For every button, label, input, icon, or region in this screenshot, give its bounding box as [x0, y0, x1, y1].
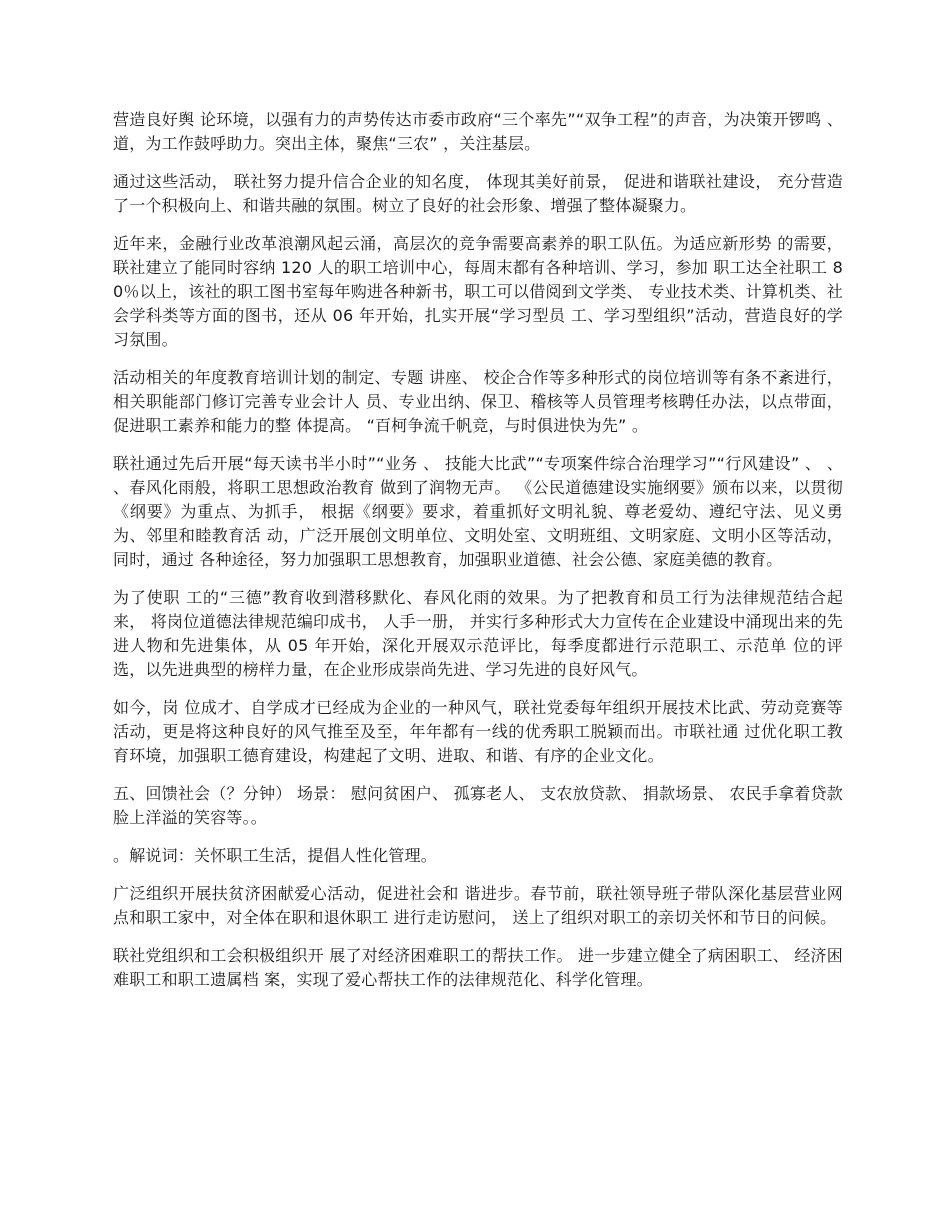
paragraph-4: 活动相关的年度教育培训计划的制定、专题 讲座、 校企合作等多种形式的岗位培训等有条不紊进行， 相关职能部门修订完善专业会计人 员、专业出纳、保卫、稽核等人员管理考核聘任办法，以点带面，促进职工素养和能力的整 体提高。 “百柯争流千帆竞，与时俱进快为先” 。	[113, 368, 843, 435]
paragraph-7: 如今，岗 位成才、自学成才已经成为企业的一种风气，联社党委每年组织开展技术比武、劳动竞赛等 活动，更是将这种良好的风气推至及至，年年都有一线的优秀职工脱颖而出。市联社通 过优化职工教育环境，加强职工德育建设，构建起了文明、进取、和谐、有序的企业文化。	[113, 698, 843, 765]
paragraph-9: 。解说词：关怀职工生活，提倡人性化管理。	[113, 846, 438, 865]
paragraph-1: 营造良好舆 论环境，以强有力的声势传达市委市政府“三个率先”“双争工程”的声音，为决策开锣鸣 、 道，为工作鼓呼助力。突出主体，聚焦“三农” ，关注基层。	[113, 110, 843, 153]
paragraph-3: 近年来，金融行业改革浪潮风起云涌，高层次的竞争需要高素养的职工队伍。为适应新形势 的需要，联社建立了能同时容纳 120 人的职工培训中心，每周末都有各种培训、学习，参加 职工达全社职工 80％以上，该社的职工图书室每年购进各种新书，职工可以借阅到文学类、 专业技术类、计算机类、社会学科类等方面的图书，还从 06 年开始，扎实开展“学习型员 工、学习型组织”活动，营造良好的学习氛围。	[113, 234, 843, 349]
paragraph-2: 通过这些活动， 联社努力提升信合企业的知名度， 体现其美好前景， 促进和谐联社建设， 充分营造了一个积极向上、和谐共融的氛围。树立了良好的社会形象、增强了整体凝聚力。	[113, 172, 843, 215]
paragraph-10: 广泛组织开展扶贫济困献爱心活动，促进社会和 谐进步。春节前，联社领导班子带队深化基层营业网点和职工家中，对全体在职和退休职工 进行走访慰问， 送上了组织对职工的亲切关怀和节日的问候。	[113, 884, 843, 927]
paragraph-11: 联社党组织和工会积极组织开 展了对经济困难职工的帮扶工作。 进一步建立健全了病困职工、 经济困难职工和职工遗属档 案，实现了爱心帮扶工作的法律规范化、科学化管理。	[113, 946, 843, 989]
paragraph-6: 为了使职 工的“三德”教育收到潜移默化、春风化雨的效果。为了把教育和员工行为法律规范结合起来， 将岗位道德法律规范编印成书， 人手一册， 并实行多种形式大力宣传在企业建设中涌现出来的先 进人物和先进集体，从 05 年开始，深化开展双示范评比，每季度都进行示范职工、示范单 位的评选，以先进典型的榜样力量，在企业形成崇尚先进、学习先进的良好风气。	[113, 588, 843, 679]
paragraph-5: 联社通过先后开展“每天读书半小时”“业务 、 技能大比武”“专项案件综合治理学习”“行风建设” 、 、 、春风化雨般，将职工思想政治教育 做到了润物无声。 《公民道德建设实施纲要》颁布以来，以贯彻《纲要》为重点、为抓手， 根据《纲要》要求，着重抓好文明礼貌、尊老爱幼、遵纪守法、见义勇为、邻里和睦教育活 动，广泛开展创文明单位、文明处室、文明班组、文明家庭、文明小区等活动，同时，通过 各种途径，努力加强职工思想教育，加强职业道德、社会公德、家庭美德的教育。	[113, 454, 843, 569]
document-body	[113, 108, 843, 1006]
paragraph-8: 五、回馈社会（？分钟） 场景： 慰问贫困户、 孤寡老人、 支农放贷款、 捐款场景、 农民手拿着贷款脸上洋溢的笑容等。。	[113, 784, 843, 827]
